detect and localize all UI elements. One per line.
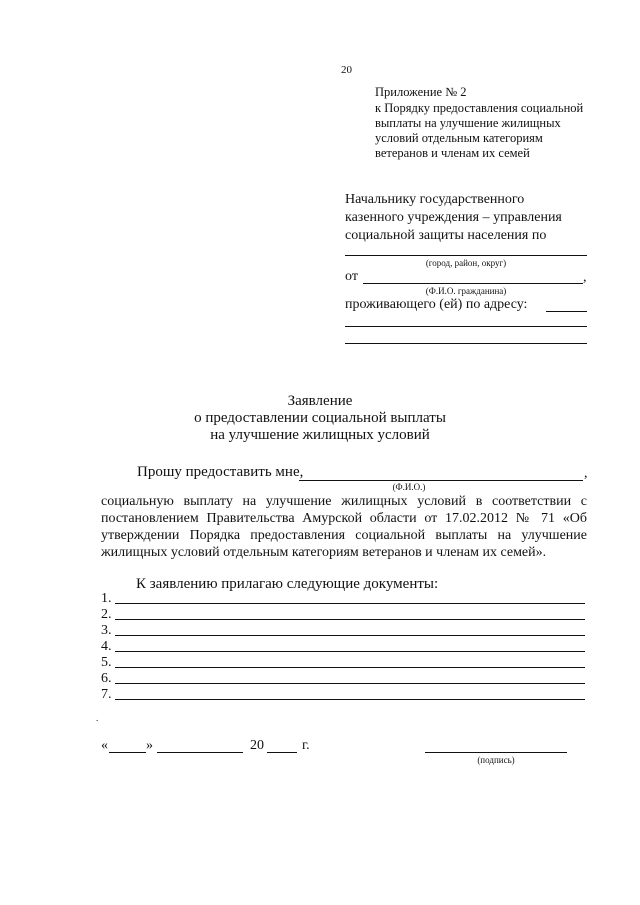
- appendix-line: ветеранов и членам их семей: [375, 146, 530, 160]
- date-close-quote: »: [146, 738, 153, 753]
- signature-line[interactable]: [425, 752, 567, 753]
- document-item-number: 7.: [101, 687, 112, 702]
- addressee-line: Начальнику государственного: [345, 192, 525, 207]
- document-item-line[interactable]: [115, 699, 585, 700]
- from-comma: ,: [583, 270, 587, 285]
- address-field-line[interactable]: [345, 326, 587, 327]
- appendix-line: условий отдельным категориям: [375, 131, 543, 145]
- date-year-line[interactable]: [267, 752, 297, 753]
- document-item-line[interactable]: [115, 603, 585, 604]
- city-hint: (город, район, округ): [425, 258, 507, 268]
- documents-heading: К заявлению прилагаю следующие документы:: [136, 576, 439, 592]
- address-field-line[interactable]: [345, 343, 587, 344]
- request-body-line: жилищных условий отдельным категориям ветеранов и членам их семей».: [101, 545, 547, 560]
- page-number: 20: [341, 64, 352, 76]
- document-item-line[interactable]: [115, 683, 585, 684]
- document-item-line[interactable]: [115, 619, 585, 620]
- from-label: от: [345, 269, 358, 284]
- document-item-number: 4.: [101, 639, 112, 654]
- date-day-line[interactable]: [109, 752, 146, 753]
- document-item-number: 6.: [101, 671, 112, 686]
- address-field-line[interactable]: [546, 311, 587, 312]
- date-open-quote: «: [101, 738, 108, 753]
- request-comma: ,: [584, 466, 588, 481]
- date-year-prefix: 20: [250, 738, 264, 753]
- fio-hint: (Ф.И.О. гражданина): [425, 286, 507, 296]
- appendix-line: выплаты на улучшение жилищных: [375, 116, 561, 130]
- date-year-suffix: г.: [302, 738, 310, 753]
- date-month-line[interactable]: [157, 752, 243, 753]
- statement-title: Заявление: [287, 393, 353, 409]
- appendix-line: к Порядку предоставления социальной: [375, 101, 584, 115]
- from-field-line[interactable]: [363, 283, 583, 284]
- request-body-line: социальную выплату на улучшение жилищных условий в соответствии с: [101, 494, 587, 509]
- addressee-line: казенного учреждения – управления: [345, 210, 562, 225]
- stray-dot: .: [96, 713, 99, 723]
- request-body-line: постановлением Правительства Амурской области от 17.02.2012 № 71 «Об: [101, 511, 587, 526]
- statement-subtitle: о предоставлении социальной выплаты: [194, 410, 446, 426]
- residing-label: проживающего (ей) по адресу:: [345, 297, 528, 312]
- request-body-line: утверждении Порядка предоставления социальной выплаты на улучшение: [101, 528, 587, 543]
- document-item-line[interactable]: [115, 651, 585, 652]
- document-item-number: 2.: [101, 607, 112, 622]
- document-item-number: 3.: [101, 623, 112, 638]
- document-item-number: 1.: [101, 591, 112, 606]
- document-item-line[interactable]: [115, 635, 585, 636]
- statement-subtitle: на улучшение жилищных условий: [210, 427, 430, 443]
- signature-hint: (подпись): [477, 755, 515, 765]
- request-fio-hint: (Ф.И.О.): [392, 482, 426, 492]
- document-item-number: 5.: [101, 655, 112, 670]
- request-fio-line[interactable]: [299, 480, 583, 481]
- request-lead: Прошу предоставить мне,: [137, 464, 304, 480]
- document-item-line[interactable]: [115, 667, 585, 668]
- appendix-title: Приложение № 2: [375, 85, 467, 99]
- city-field-line[interactable]: [345, 255, 587, 256]
- addressee-line: социальной защиты населения по: [345, 228, 547, 243]
